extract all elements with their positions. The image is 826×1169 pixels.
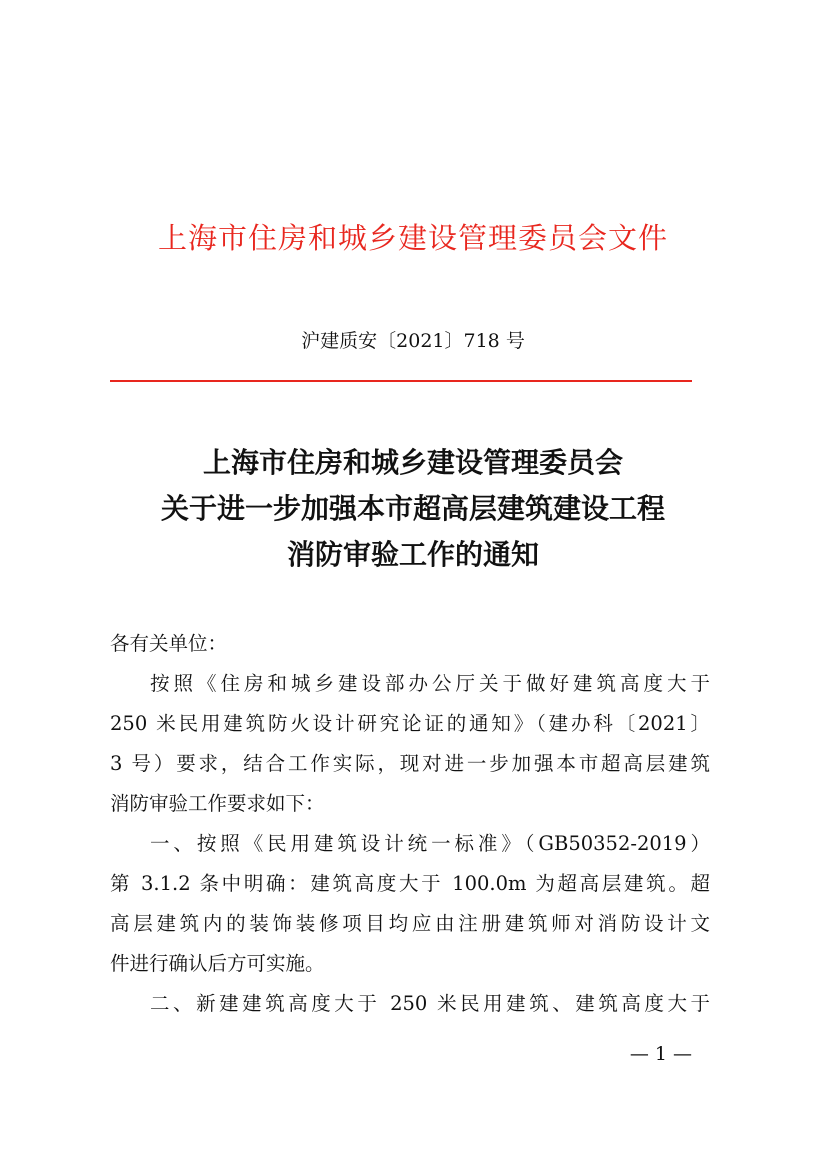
body-line: 消防审验工作要求如下： <box>110 792 325 815</box>
document-number: 沪建质安〔2021〕718 号 <box>301 330 525 352</box>
notice-title <box>0 440 826 578</box>
letterhead: 上海市住房和城乡建设管理委员会文件 <box>157 221 668 255</box>
notice-body <box>110 624 710 1024</box>
red-divider <box>110 380 692 382</box>
body-line: 高层建筑内的装饰装修项目均应由注册建筑师对消防设计文 <box>110 912 710 935</box>
body-line: 一、按照《民用建筑设计统一标准》（GB50352-2019） <box>150 832 710 855</box>
body-line: 按照《住房和城乡建设部办公厅关于做好建筑高度大于 <box>150 672 710 695</box>
salutation: 各有关单位： <box>110 632 228 655</box>
paragraph-1 <box>110 664 710 824</box>
page-number: — 1 — <box>629 1043 692 1065</box>
paragraph-3 <box>110 984 710 1024</box>
title-line: 消防审验工作的通知 <box>286 538 539 571</box>
title-line: 关于进一步加强本市超高层建筑建设工程 <box>160 492 665 525</box>
body-line: 3 号）要求，结合工作实际，现对进一步加强本市超高层建筑 <box>110 752 710 775</box>
body-line: 二、新建建筑高度大于 250 米民用建筑、建筑高度大于 <box>150 992 710 1015</box>
paragraph-2 <box>110 824 710 984</box>
title-line: 上海市住房和城乡建设管理委员会 <box>202 446 623 479</box>
body-line: 件进行确认后方可实施。 <box>110 952 325 975</box>
body-line: 250 米民用建筑防火设计研究论证的通知》（建办科〔2021〕 <box>110 712 710 735</box>
body-line: 第 3.1.2 条中明确：建筑高度大于 100.0m 为超高层建筑。超 <box>110 872 710 895</box>
